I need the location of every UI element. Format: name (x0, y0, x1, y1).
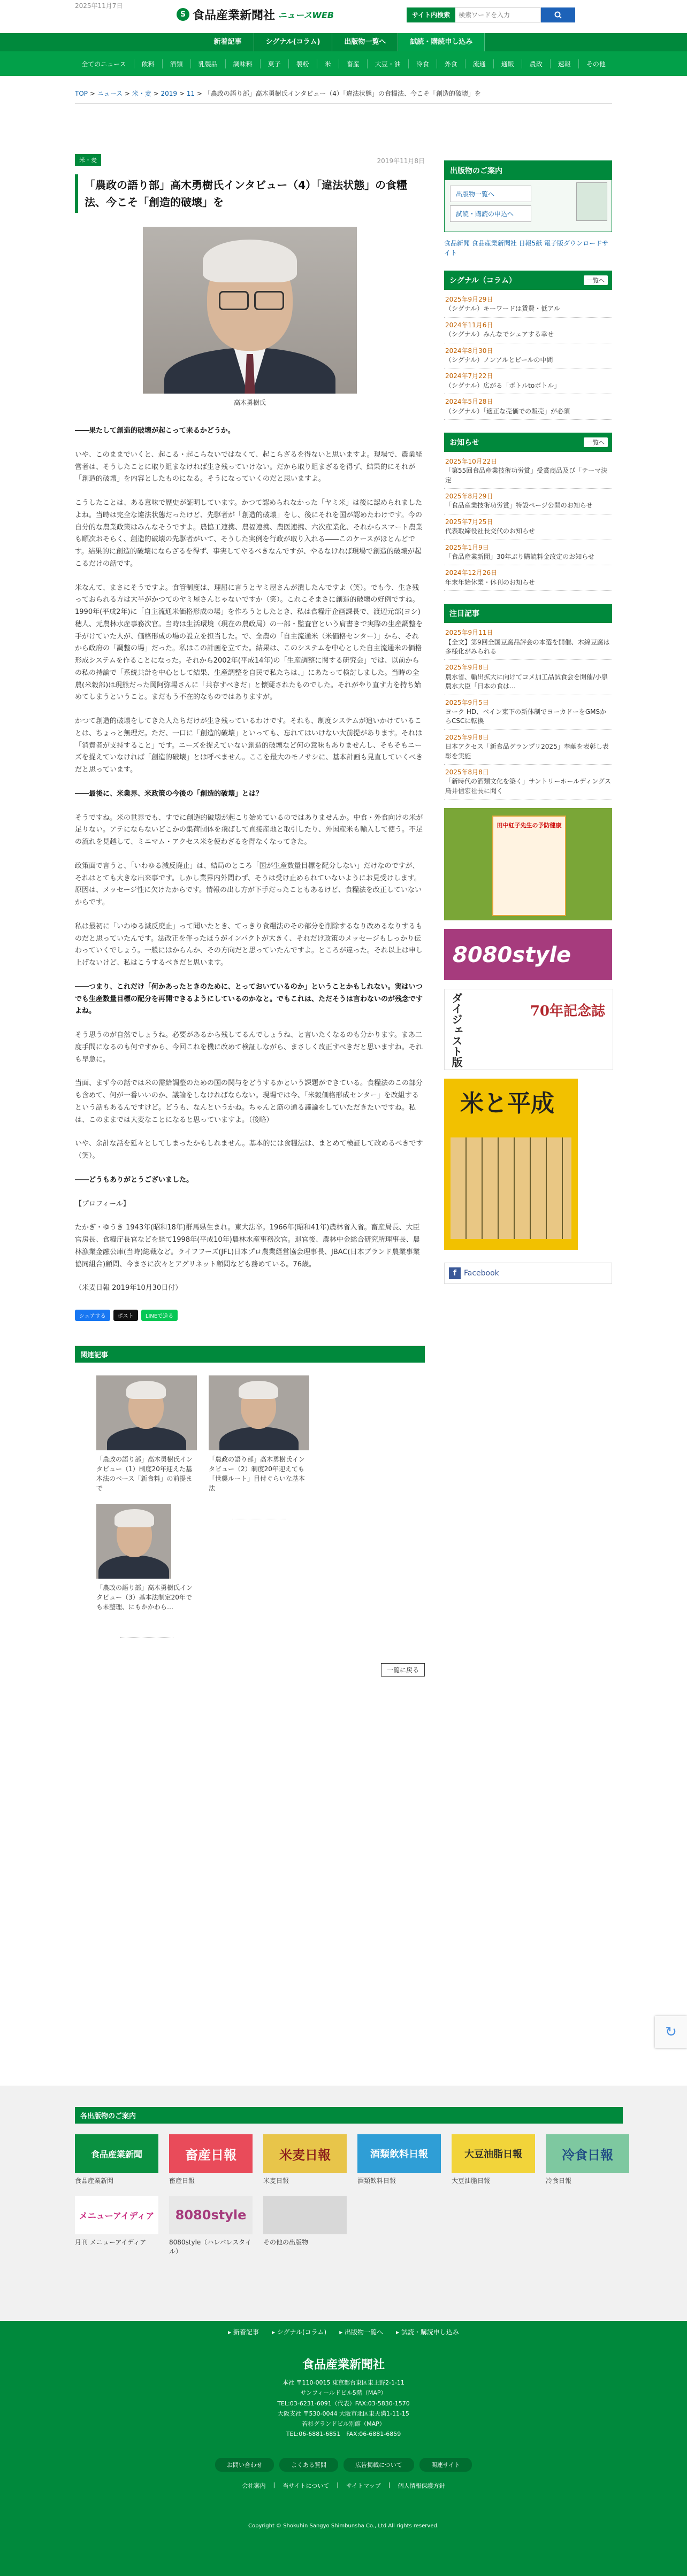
about-site-link[interactable]: 当サイトについて (283, 2482, 330, 2489)
contact-button[interactable]: お問い合わせ (215, 2458, 274, 2472)
line-share-button[interactable]: LINEで送る (141, 1310, 178, 1321)
related-placeholder (209, 1504, 309, 1536)
notice-item-text: 「食品産業技術功労賞」特設ページ公開のお知らせ (445, 502, 593, 510)
article-paragraph: 【プロフィール】 (75, 1199, 130, 1208)
related-title: 「農政の語り部」高木勇樹氏インタビュー（2）制度20年迎えても「世襲ルート」目付ぐらいな基本法 (209, 1456, 306, 1492)
signal-item[interactable] (444, 292, 612, 318)
site-search (407, 7, 575, 22)
footer-nav-new[interactable]: ▸ 新着記事 (228, 2328, 259, 2336)
search-input[interactable] (455, 7, 541, 22)
featured-item-text: 日本アクセス「新食品グランプリ2025」奉献を表彰し表彰を実施 (445, 743, 609, 760)
cat-dining[interactable]: 外食 (437, 59, 465, 68)
signal-heading: シグナル（コラム） (449, 276, 516, 285)
footer-address-line: TEL:03-6231-6091（代表）FAX:03-5830-1570 (277, 2400, 410, 2407)
breadcrumb-top[interactable]: TOP (75, 90, 88, 97)
footer-nav-subscribe[interactable]: ▸ 試読・購読申し込み (396, 2328, 459, 2336)
ad-rice-heisei-title: 米と平成 (460, 1090, 554, 1118)
notice-item[interactable] (444, 514, 612, 540)
article-date: 2019年11月8日 (377, 157, 425, 165)
related-card[interactable] (96, 1375, 197, 1493)
featured-item[interactable] (444, 660, 612, 695)
cat-confectionery[interactable]: 菓子 (261, 59, 289, 68)
notice-item-date: 2025年10月22日 (445, 457, 498, 465)
footer-nav-publications[interactable]: ▸ 出版物一覧へ (339, 2328, 384, 2336)
article-paragraph: かつて創造的破壊をしてきた人たちだけが生き残っているわけです。それも、制度システムが追いかけていることは、ちょっと無理だ。ただ、一口に「創造的破壊」といっても、忘れてはいけない大前提があります。それは「消費者が支持すること」です。ニーズを捉えていない創造的破壊など何の意味もありませんし、そもそもニーズを捉えていなければ「創造的破壊」とは呼べません。ここを最大のモノサシに、基本計画も見直していくべきだと思っています。 (75, 717, 423, 774)
publication-card[interactable] (169, 2134, 253, 2185)
notice-item-date: 2025年8月29日 (445, 493, 493, 501)
signal-list (444, 290, 612, 420)
featured-item-date: 2025年9月8日 (445, 733, 489, 741)
nav-new-articles[interactable]: 新着記事 (202, 33, 254, 51)
featured-item[interactable] (444, 730, 612, 765)
cat-agripolicy[interactable]: 農政 (522, 59, 551, 68)
signal-item-date: 2024年11月6日 (445, 321, 493, 329)
advertising-button[interactable]: 広告掲載について (344, 2458, 414, 2472)
publication-logo: 畜産日報 (169, 2134, 253, 2173)
related-sites-button[interactable]: 関連サイト (419, 2458, 472, 2472)
cat-soy-oil[interactable]: 大豆・油 (368, 59, 409, 68)
signal-item[interactable] (444, 343, 612, 369)
article-paragraph: 米なんて、まさにそうですよ。食管制度は、理屈に言うとヤミ屋さんが潰したんですよ（笑）。でも今、生き残っておられる方は大半がかつてのヤミ屋さんじゃないですか（笑）。これこそまさに創造的破壊の好例ですね。1990年(平成2年)に「自主流通米価格形成の場」を作ろうとしたとき、私は食糧庁企画課長で、渡辺元部(ヨシ)穂人、元農林水産事務次官。当時は生活環境（現在の農政局）の一部・監査官という肩書きで実際の生産調整を手がけていた人が、価格形成の場の設立を担当した。で、全農の「自主流通米（米価格センター）」から、それから政府の「調整の場」だった。私はこの計画を立てた。結果は、このシステムを中心とした自主流通米の価格形成システムを作ることになった。それから2002年(平成14年)の「生産調整に関する研究会」では、以前からの私の持論で「系統共計を中心として結果、生産調整を自民で私たちは、」にあたって検討しました。当時の全農(米穀部)は現熊だった岡阿弥場さんに「共存すべきだ」と懐疑されたものでした。それがやり直す力を持ち始めてしまうということ。まだもう不在的なものではありますが。 (75, 583, 423, 702)
featured-item-date: 2025年9月5日 (445, 698, 489, 706)
featured-item-date: 2025年9月8日 (445, 664, 489, 672)
facebook-link[interactable] (444, 1263, 612, 1284)
notice-item-date: 2025年7月25日 (445, 518, 493, 526)
article-main (75, 154, 425, 1677)
featured-item-text: 「新時代の酒類文化を築く」サントリーホールディングス 鳥井信宏社長に聞く (445, 778, 611, 795)
publication-heading: 出版物のご案内 (445, 161, 612, 180)
photo-caption: 高木勇樹氏 (233, 399, 266, 406)
publication-label: その他の出版物 (263, 2239, 309, 2246)
cat-alcohol[interactable]: 酒類 (163, 59, 191, 68)
footer-nav-signal[interactable]: ▸ シグナル(コラム) (271, 2328, 327, 2336)
signal-item-date: 2024年8月30日 (445, 347, 493, 355)
publications-heading: 各出版物のご案内 (75, 2107, 623, 2124)
publication-logo: 冷食日報 (546, 2134, 629, 2173)
sitemap-link[interactable]: サイトマップ (346, 2482, 381, 2489)
ad-book-banner[interactable] (444, 808, 612, 920)
cat-dairy[interactable]: 乳製品 (191, 59, 226, 68)
signal-item-date: 2025年9月29日 (445, 296, 493, 303)
cat-breaking[interactable]: 速報 (551, 59, 579, 68)
publication-logo: 食品産業新聞 (75, 2134, 158, 2173)
publication-logo: 米麦日報 (263, 2134, 347, 2173)
article-body (75, 425, 425, 1295)
publication-label: 米麦日報 (263, 2177, 289, 2185)
nav-signal[interactable]: シグナル(コラム) (254, 33, 333, 51)
cat-seasoning[interactable]: 調味料 (226, 59, 261, 68)
publication-logo (263, 2196, 347, 2234)
article-paragraph: いや、余計な話を延々としてしまったかもしれません。基本的には食糧法は、まとめて検証して改めるべきです（笑）。 (75, 1140, 423, 1160)
pub-list-button[interactable]: 出版物一覧へ (450, 186, 531, 202)
notice-item-text: 代表取締役社長交代のお知らせ (445, 527, 535, 535)
category-badge[interactable]: 米・麦 (75, 154, 101, 166)
article-paragraph: 政策面で言うと、「いわゆる減反廃止」は、結局のところ「国が生産数量目標を配分しない」だけなのですが、それはとても大きな出来事です。しかし業界内外問わず、そうは受け止められていないようにお見受けします。原因は、メッセージ性に欠けたからです。情報の出し方が下手だったこともあるけど、食糧法を改正していないからです。 (75, 862, 422, 906)
related-heading: 関連記事 (75, 1346, 425, 1363)
publication-thumbnails (576, 182, 607, 221)
notice-item[interactable] (444, 489, 612, 514)
interview-question: ――つまり、これだけ「何かあったときのために、とっておいているのか」ということかもしれない。実はいつでも生産数量目標の配分を再開できるようにしているのかなと。でもこれは、ただそうは言わないのが残念ですよね。 (75, 982, 423, 1016)
related-card[interactable] (96, 1504, 197, 1612)
breadcrumb-month[interactable]: 11 (186, 90, 195, 97)
article-paragraph: （米麦日報 2019年10月30日付） (75, 1284, 182, 1293)
publication-label: 食品産業新聞 (75, 2177, 114, 2185)
publication-label: 大豆油脂日報 (452, 2177, 491, 2185)
ad-8080style-banner[interactable] (444, 929, 612, 980)
signal-item-text: （シグナル）「適正な売価での販売」が必須 (445, 407, 570, 415)
featured-item[interactable] (444, 625, 612, 660)
site-header (0, 0, 687, 33)
signal-item[interactable] (444, 318, 612, 343)
featured-item[interactable] (444, 695, 612, 730)
breadcrumb-current: 「農政の語り部」高木勇樹氏インタビュー（4）「違法状態」の食糧法、今こそ「創造的破壊」を (204, 90, 481, 97)
signal-item-text: （シグナル）ノンアルとビールの中間 (445, 356, 553, 364)
related-title: 「農政の語り部」高木勇樹氏インタビュー（1）制度20年迎えた基本法のベース「新食料」の前提まで (96, 1456, 193, 1492)
footer-nav (0, 2321, 687, 2336)
footer-address (0, 2378, 687, 2440)
notice-item[interactable] (444, 540, 612, 566)
publication-logo: 大豆油脂日報 (452, 2134, 535, 2173)
publication-card[interactable] (357, 2134, 441, 2185)
site-logo[interactable] (177, 5, 334, 24)
publication-logo: メニューアイディア (75, 2196, 158, 2234)
featured-item[interactable] (444, 765, 612, 799)
featured-item-text: 農水省、輸出拡大に向けてコメ加工品試食会を開催/小泉農水大臣「日本の食は… (445, 673, 608, 690)
article-paragraph: 私は最初に「いわゆる減反廃止」って聞いたとき、てっきり食糧法のその部分を削除するなり改めるなりするものだと思っていたんです。法改正を伴ったほうがインパクトが大きく、それだけ政策のメッセージもしっかり伝わっていくでしょう。一般にはからんか、その方向だと思っていたんですよ。ところが違った。それ以上は申し上げないけど、私はこうするべきだと思います。 (75, 922, 423, 967)
ad-rice-heisei-banner[interactable] (444, 1079, 578, 1250)
privacy-link[interactable]: 個人情報保護方針 (398, 2482, 445, 2489)
notice-more-button[interactable]: 一覧へ (584, 437, 608, 447)
signal-item-date: 2024年5月28日 (445, 398, 493, 406)
company-link[interactable]: 会社案内 (242, 2482, 266, 2489)
publication-card[interactable] (169, 2196, 253, 2256)
search-button[interactable] (541, 7, 575, 22)
article-paragraph: 当面、まず今の話では米の需給調整のための国の関与をどうするかという課題ができている。食糧法のこの部分も含めて、何が一番いいのか、議論をしなければならない。現場では今、「米穀価格形成センター」を改組するという話もあるんですけど。どうも、なんというかね。ちゃんと筋の通る議論をしていただきたいですね。私は、このままでは大変なことになると思っていますよ。（後略） (75, 1079, 423, 1124)
featured-item-text: 【全文】第9回全国豆腐品評会の本選を開催、木綿豆腐は多様化がみられる (445, 638, 610, 655)
search-label: サイト内検索 (407, 7, 455, 22)
interview-question: ――果たして創造的破壊が起こって来るかどうか。 (75, 427, 235, 435)
facebook-icon: f (449, 1267, 461, 1279)
footer-address-line: 若杉グランドビル別館（MAP） (302, 2420, 385, 2427)
featured-heading: 注目記事 (449, 610, 479, 619)
related-thumbnail (209, 1375, 309, 1450)
cat-frozen[interactable]: 冷食 (409, 59, 437, 68)
publication-card[interactable] (263, 2196, 347, 2256)
cat-livestock[interactable]: 畜産 (339, 59, 368, 68)
facebook-label: Facebook (464, 1269, 499, 1278)
recaptcha-badge[interactable]: ↻ (655, 2016, 687, 2048)
publication-card[interactable] (75, 2134, 158, 2185)
publication-label: 8080style（ハレバレスタイル） (169, 2239, 251, 2255)
featured-list (444, 623, 612, 799)
facebook-share-button[interactable]: シェアする (75, 1310, 110, 1321)
cat-drinks[interactable]: 飲料 (134, 59, 163, 68)
signal-item-text: （シグナル）広がる「ボトルtoボトル」 (445, 381, 561, 389)
footer-address-line: 大阪支社 〒530-0044 大阪市北区東天満1-11-15 (278, 2410, 409, 2417)
article-photo (143, 227, 357, 394)
notice-item-date: 2025年1月9日 (445, 543, 489, 551)
signal-item-text: （シグナル）キーワードは賃費・低アル (445, 305, 560, 313)
publication-label: 酒類飲料日報 (357, 2177, 396, 2185)
article-paragraph: こうしたことは、ある意味で歴史が証明しています。かつて認められなかった「ヤミ米」は後に認められましたよね。当時は完全な違法状態だったけど、先駆者が「創造的破壊」をし、後にそれを国が認めたわけです。今の自分的な農業政策はみんなそうですよ。農協工連携、農福連携、農医連携、六次産業化、それからスマート農業も順次おそらく、創造的破壊の先駆者がいて、そうした実例を行政が取り入れる――このケースがほとんどです。結果的に創造的破壊にならざるを得ず、事実してやるべきなんですが、やるなければ現場で創造的破壊が起こるだけの話です。 (75, 499, 423, 568)
featured-item-date: 2025年9月11日 (445, 629, 493, 637)
logo-web: ニュースWEB (278, 10, 334, 20)
signal-item[interactable] (444, 394, 612, 420)
related-thumbnail (96, 1375, 197, 1450)
publication-label: 月刊 メニューアイディア (75, 2239, 147, 2246)
site-footer (0, 2321, 687, 2576)
signal-column (444, 271, 612, 420)
faq-button[interactable]: よくある質問 (279, 2458, 338, 2472)
breadcrumb: TOP > ニュース > 米・麦 > 2019 > 11 > 「農政の語り部」高木勇樹氏インタビュー（4）「違法状態」の食糧法、今こそ「創造的破壊」を (75, 89, 612, 104)
breadcrumb-year[interactable]: 2019 (161, 90, 178, 97)
article-title: 「農政の語り部」高木勇樹氏インタビュー（4）「違法状態」の食糧法、今こそ「創造的破壊」を (75, 174, 425, 213)
signal-item-date: 2024年7月22日 (445, 372, 493, 380)
footer-links: 会社案内 | 当サイトについて | サイトマップ | 個人情報保護方針 (242, 2481, 445, 2489)
related-placeholder (96, 1623, 197, 1655)
publication-logo: 8080style (169, 2196, 253, 2234)
ebook-link[interactable]: 食品新聞 食品産業新聞社 日報5紙 電子版ダウンロードサイト (444, 240, 609, 257)
publication-guide (444, 160, 612, 232)
nav-publications[interactable]: 出版物一覧へ (332, 33, 398, 51)
publication-card[interactable] (263, 2134, 347, 2185)
publication-card[interactable] (75, 2196, 158, 2256)
article-paragraph: そうですね。米の世界でも、すでに創造的破壊が起こり始めているのではありませんか。中食・外食向けの米が足りない。アテにならないどこかの集荷団体を飛ばして直接産地と取引したり、外国産米も輸入して使う。不足の流れを見越して、ミニマム・アクセス米を使わざるを得なくなってきた。 (75, 813, 423, 846)
ad-digest-title: ダイジェスト版 (450, 993, 463, 1068)
ad-digest-banner[interactable] (444, 989, 613, 1070)
footer-address-line: TEL:06-6881-6851 FAX:06-6881-6859 (286, 2431, 401, 2438)
notice-item-text: 「第55回食品産業技術功労賞」受賞商品及び「テーマ決定 (445, 467, 608, 484)
featured-item-text: ヨーク HD、ベイン束下の新体制でヨーカドーをGMSからCSCに転換 (445, 708, 607, 725)
publication-card[interactable] (546, 2134, 629, 2185)
cat-mailorder[interactable]: 通販 (494, 59, 522, 68)
footer-logo: 食品産業新聞社 (302, 2358, 385, 2372)
signal-more-button[interactable]: 一覧へ (584, 275, 608, 285)
interview-question: ――最後に、米業界、米政策の今後の「創造的破壊」とは？ (75, 789, 263, 798)
primary-nav (0, 33, 687, 51)
notice-list (444, 452, 612, 591)
publication-card[interactable] (452, 2134, 535, 2185)
breadcrumb-rice[interactable]: 米・麦 (132, 90, 151, 97)
cat-flour[interactable]: 製粉 (289, 59, 317, 68)
notice-section (444, 433, 612, 591)
search-icon (554, 11, 562, 19)
related-thumbnail (96, 1504, 171, 1579)
cat-other[interactable]: その他 (586, 60, 606, 68)
nav-subscribe[interactable]: 試読・購読申し込み (398, 33, 485, 51)
publication-label: 畜産日報 (169, 2177, 195, 2185)
publication-label: 冷食日報 (546, 2177, 572, 2185)
featured-section (444, 604, 612, 799)
logo-mark-icon: S (177, 8, 189, 21)
ad-8080style-title: 8080style (453, 943, 571, 968)
category-nav (0, 51, 687, 76)
notice-item-text: 年末年始休業・休刊のお知らせ (445, 578, 535, 586)
footer-buttons (0, 2458, 687, 2472)
related-articles (75, 1345, 425, 1674)
interview-question: ――どうもありがとうございました。 (75, 1175, 194, 1184)
featured-item-date: 2025年8月8日 (445, 768, 489, 776)
pub-subscribe-button[interactable]: 試読・購読の申込へ (450, 205, 531, 222)
ad-digest-year: 70年記念誌 (530, 1003, 605, 1020)
share-buttons (75, 1310, 425, 1321)
header-date: 2025年11月7日 (75, 2, 123, 10)
publication-logo: 酒類飲料日報 (357, 2134, 441, 2173)
cat-distribution[interactable]: 流通 (465, 59, 494, 68)
logo-text: 食品産業新聞社 (193, 8, 276, 22)
article-paragraph: そう思うのが自然でしょうね。必要があるから残してるんでしょうね、と言いたくなるのも分かります。まあ二度手間になるのも何ですから、今回これを機に改めて検証しながら、まさしく改正すべきだと思いますね。それも早急に。 (75, 1031, 423, 1064)
signal-item[interactable] (444, 368, 612, 394)
signal-item-text: （シグナル）みんなでシェアする幸せ (445, 330, 554, 339)
cat-all[interactable]: 全てのニュース (74, 59, 134, 68)
article-paragraph: いや、このままでいくと、起こる・起こらないではなくて、起こらざるを得ないと思いますよ。現場で、農業経営者は、そうしたことに取り組まなければ生き残っていけない。だから取り組まざるを得ず、結果的にそれが「創造的破壊」を内容としたものになる。そうになっていくのだと思いますよ。 (75, 450, 423, 483)
publications-band (0, 2086, 687, 2321)
cat-rice[interactable]: 米 (317, 59, 339, 68)
related-card[interactable] (209, 1375, 309, 1493)
x-post-button[interactable]: ポスト (113, 1310, 138, 1321)
footer-address-line: サンフィールドビル5階（MAP） (300, 2389, 387, 2397)
copyright: Copyright © Shokuhin Sangyo Shimbunsha Co., Ltd All rights reserved. (248, 2523, 439, 2529)
notice-item[interactable] (444, 454, 612, 489)
notice-item[interactable] (444, 565, 612, 591)
back-to-list-button[interactable]: 一覧に戻る (381, 1663, 425, 1677)
breadcrumb-news[interactable]: ニュース (97, 90, 123, 97)
notice-heading: お知らせ (449, 438, 479, 447)
notice-item-text: 「食品産業新聞」30年ぶり購読料金改定のお知らせ (445, 553, 594, 561)
article-paragraph: たかぎ・ゆうき 1943年(昭和18年)群馬県生まれ。東大法卒。1966年(昭和41年)農林省入省。畜産局長、大臣官房長、食糧庁長官などを経て1998年(平成10年)農林水産事務次官。退官後、農林中金総合研究所理事長、農林漁業金融公庫(当時)総裁など。ライフフーズ(JFL)日本プロ農業経営協会理事長、JBAC(日本ブランド農業事業協同組合)顧問、今まさに次々とアグリネット顧問なども務めている。76歳。 (75, 1224, 420, 1268)
ad-book-title: 田中紅子先生の予防健康 (497, 822, 562, 829)
related-title: 「農政の語り部」高木勇樹氏インタビュー（3）基本法制定20年でも未整理、にもかかわら… (96, 1584, 193, 1611)
sidebar (444, 160, 612, 1284)
footer-address-line: 本社 〒110-0015 東京都台東区東上野2-1-11 (283, 2379, 404, 2386)
notice-item-date: 2024年12月26日 (445, 569, 498, 577)
